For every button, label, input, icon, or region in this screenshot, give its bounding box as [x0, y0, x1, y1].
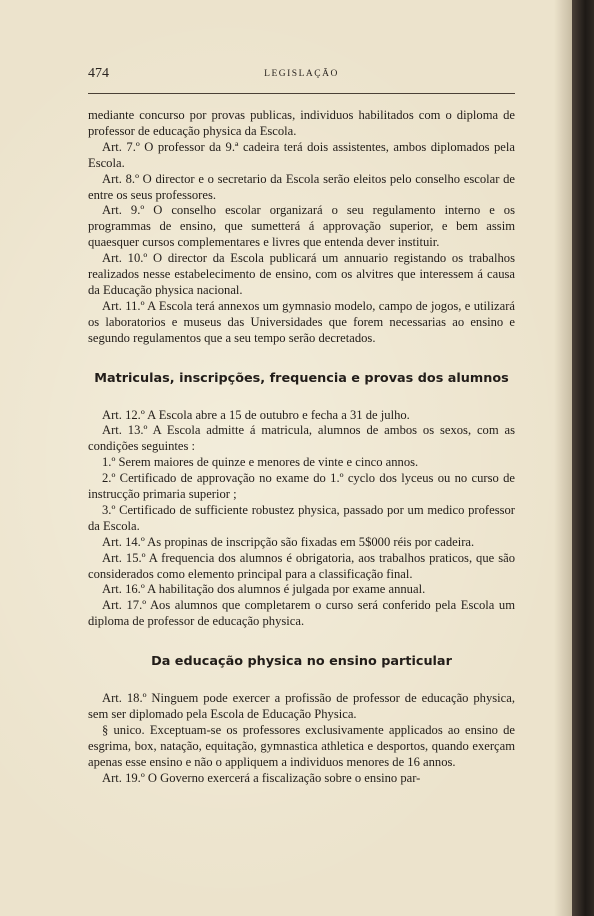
paragraph: Art. 19.º O Governo exercerá a fiscalização sobre o ensino par- [102, 770, 421, 785]
paragraph: Art. 17.º Aos alumnos que completarem o curso será conferido pela Escola um diploma de professor de educação physica. [88, 598, 515, 629]
paragraph: Art. 14.º As propinas de inscripção são fixadas em 5$000 réis por cadeira. [102, 534, 475, 549]
paragraph: Art. 7.º O professor da 9.ª cadeira terá dois assistentes, ambos diplomados pela Escola. [88, 139, 515, 170]
page-header [88, 66, 515, 86]
paragraph: Art. 15.º A frequencia dos alumnos é obrigatoria, aos trabalhos praticos, que são considerados como elemento principal para a classificação final. [88, 550, 515, 581]
paragraph: § unico. Exceptuam-se os professores exclusivamente applicados ao ensino de esgrima, box, natação, equitação, gymnastica athletica e desportos, quando exerçam apenas esse ensino e não o appliquem a individuos menores de 16 annos. [88, 722, 515, 769]
book-gutter [572, 0, 594, 916]
paragraph: Art. 11.º A Escola terá annexos um gymnasio modelo, campo de jogos, e utilizará os laboratorios e museus das Universidades que forem necessarias ao ensino e segundo regulamentos que a seu tempo serão decretados. [88, 298, 515, 345]
paragraph: Art. 8.º O director e o secretario da Escola serão eleitos pelo conselho escolar de entre os seus professores. [88, 171, 515, 202]
paragraph: Art. 10.º O director da Escola publicará um annuario registando os trabalhos realizados nesse estabelecimento de ensino, com os alvitres que interessem á causa da Educação physica nacional. [88, 251, 515, 297]
page-edge-shadow [554, 0, 572, 916]
list-item: 3.º Certificado de sufficiente robustez physica, passado por um medico professor da Escola. [88, 502, 515, 533]
paragraph: Art. 16.º A habilitação dos alumnos é julgada por exame annual. [102, 582, 426, 597]
page-number: 474 [88, 66, 109, 81]
paragraph: Art. 12.º A Escola abre a 15 de outubro e fecha a 31 de julho. [102, 407, 410, 422]
list-item: 2.º Certificado de approvação no exame do 1.º cyclo dos lyceus ou no curso de instrucção primaria superior ; [88, 471, 515, 502]
section-heading: Matriculas, inscripções, frequencia e provas dos alumnos [94, 370, 509, 386]
section-heading: Da educação physica no ensino particular [151, 654, 452, 670]
body-text [88, 108, 515, 787]
paragraph: Art. 18.º Ninguem pode exercer a profissão de professor de educação physica, sem ser diplomado pela Escola de Educação Physica. [88, 691, 515, 721]
paragraph: Art. 9.º O conselho escolar organizará o seu regulamento interno e os programmas de ensino, que sumetterá á approvação superior, e bem assim quaesquer cursos complementares e livres que entenda dever instituir. [88, 203, 515, 250]
paragraph: mediante concurso por provas publicas, individuos habilitados com o diploma de professor de educação physica da Escola. [88, 108, 515, 138]
header-rule [88, 93, 515, 94]
running-head: LEGISLAÇÃO [264, 69, 339, 79]
list-item: 1.º Serem maiores de quinze e menores de vinte e cinco annos. [102, 455, 419, 470]
paragraph: Art. 13.º A Escola admitte á matricula, alumnos de ambos os sexos, com as condições seguintes : [88, 423, 515, 454]
